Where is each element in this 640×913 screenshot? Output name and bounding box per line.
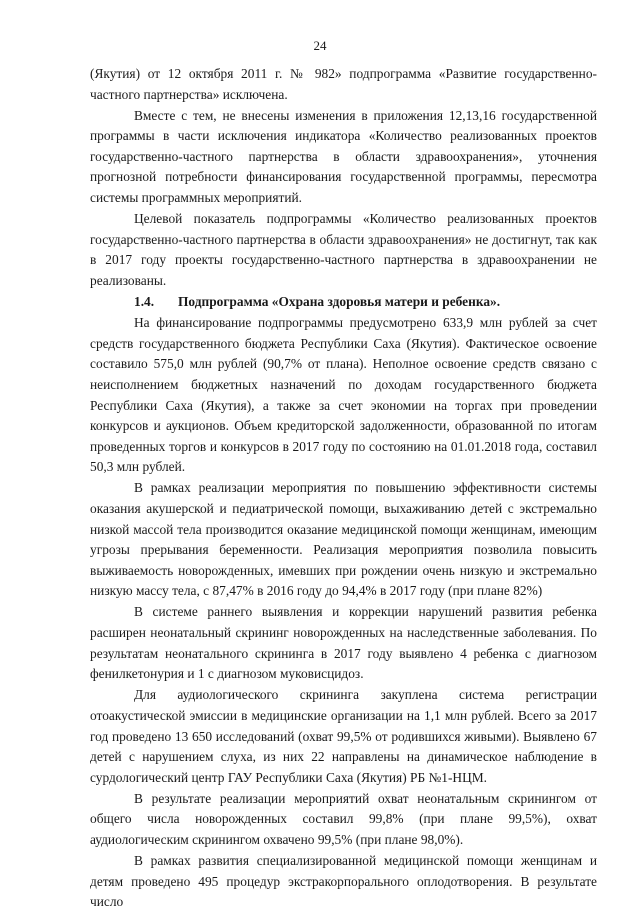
section-heading	[90, 292, 597, 313]
paragraph: В рамках реализации мероприятия по повышению эффективности системы оказания акушерской и педиатрической помощи, выхаживанию детей с экстремально низкой массой тела производится оказание медицинской помощи женщинам, имеющим угрозы прерывания беременности. Реализация мероприятия позволила повысить выживаемость новорожденных, имевших при рождении очень низкую и экстремально низкую массу тела, с 87,47% в 2016 году до 94,4% в 2017 году (при плане 82%)	[90, 480, 597, 599]
paragraph: Вместе с тем, не внесены изменения в приложения 12,13,16 государственной программы в части исключения индикатора «Количество реализованных проектов государственно-частного партнерства в области здравоохранения», уточнения прогнозной потребности финансирования государственной программы, пересмотра системы программных мероприятий.	[90, 107, 597, 206]
paragraph: В системе раннего выявления и коррекции нарушений развития ребенка расширен неонатальный скрининг новорожденных на наследственные заболевания. По результатам неонатального скрининга в 2017 году выявлено 4 ребенка с диагнозом фенилкетонурия и 1 с диагнозом муковисцидоз.	[90, 604, 597, 682]
paragraph: На финансирование подпрограммы предусмотрено 633,9 млн рублей за счет средств государственного бюджета Республики Саха (Якутия). Фактическое освоение составило 575,0 млн рублей (90,7% от плана). Неполное освоение средств связано с неисполнением бюджетных назначений по доходам государственного бюджета Республики Саха (Якутия), а также за счет экономии на торгах при проведении конкурсов и аукционов. Объем кредиторской задолженности, образованной по итогам проведенных торгов и конкурсов в 2017 году по состоянию на 01.01.2018 года, составил 50,3 млн рублей.	[90, 315, 597, 475]
page-number: 24	[313, 38, 327, 53]
paragraph-continuation: (Якутия) от 12 октября 2011 г. № 982» подпрограмма «Развитие государственно-частного партнерства» исключена.	[90, 66, 597, 102]
section-title: Подпрограмма «Охрана здоровья матери и ребенка».	[178, 294, 501, 310]
paragraph: В рамках развития специализированной медицинской помощи женщинам и детям проведено 495 процедур экстракорпорального оплодотворения. В результате число	[90, 853, 597, 910]
section-number: 1.4.	[134, 294, 155, 310]
paragraph: Целевой показатель подпрограммы «Количество реализованных проектов государственно-частного партнерства в области здравоохранения» не достигнут, так как в 2017 году проекты государственно-частного партнерства в здравоохранении не реализованы.	[90, 211, 597, 288]
paragraph: Для аудиологического скрининга закуплена система регистрации отоакустической эмиссии в медицинские организации на 1,1 млн рублей. Всего за 2017 год проведено 13 650 исследований (охват 99,5% от родившихся живыми). Выявлено 67 детей с нарушением слуха, из них 22 направлены на динамическое наблюдение в сурдологический центр ГАУ Республики Саха (Якутия) РБ №1-НЦМ.	[90, 687, 597, 785]
document-body	[90, 64, 597, 913]
paragraph: В результате реализации мероприятий охват неонатальным скринингом от общего числа новорожденных составил 99,8% (при плане 99,5%), охват аудиологическим скринингом охвачено 99,5% (при плане 98,0%).	[90, 790, 597, 847]
